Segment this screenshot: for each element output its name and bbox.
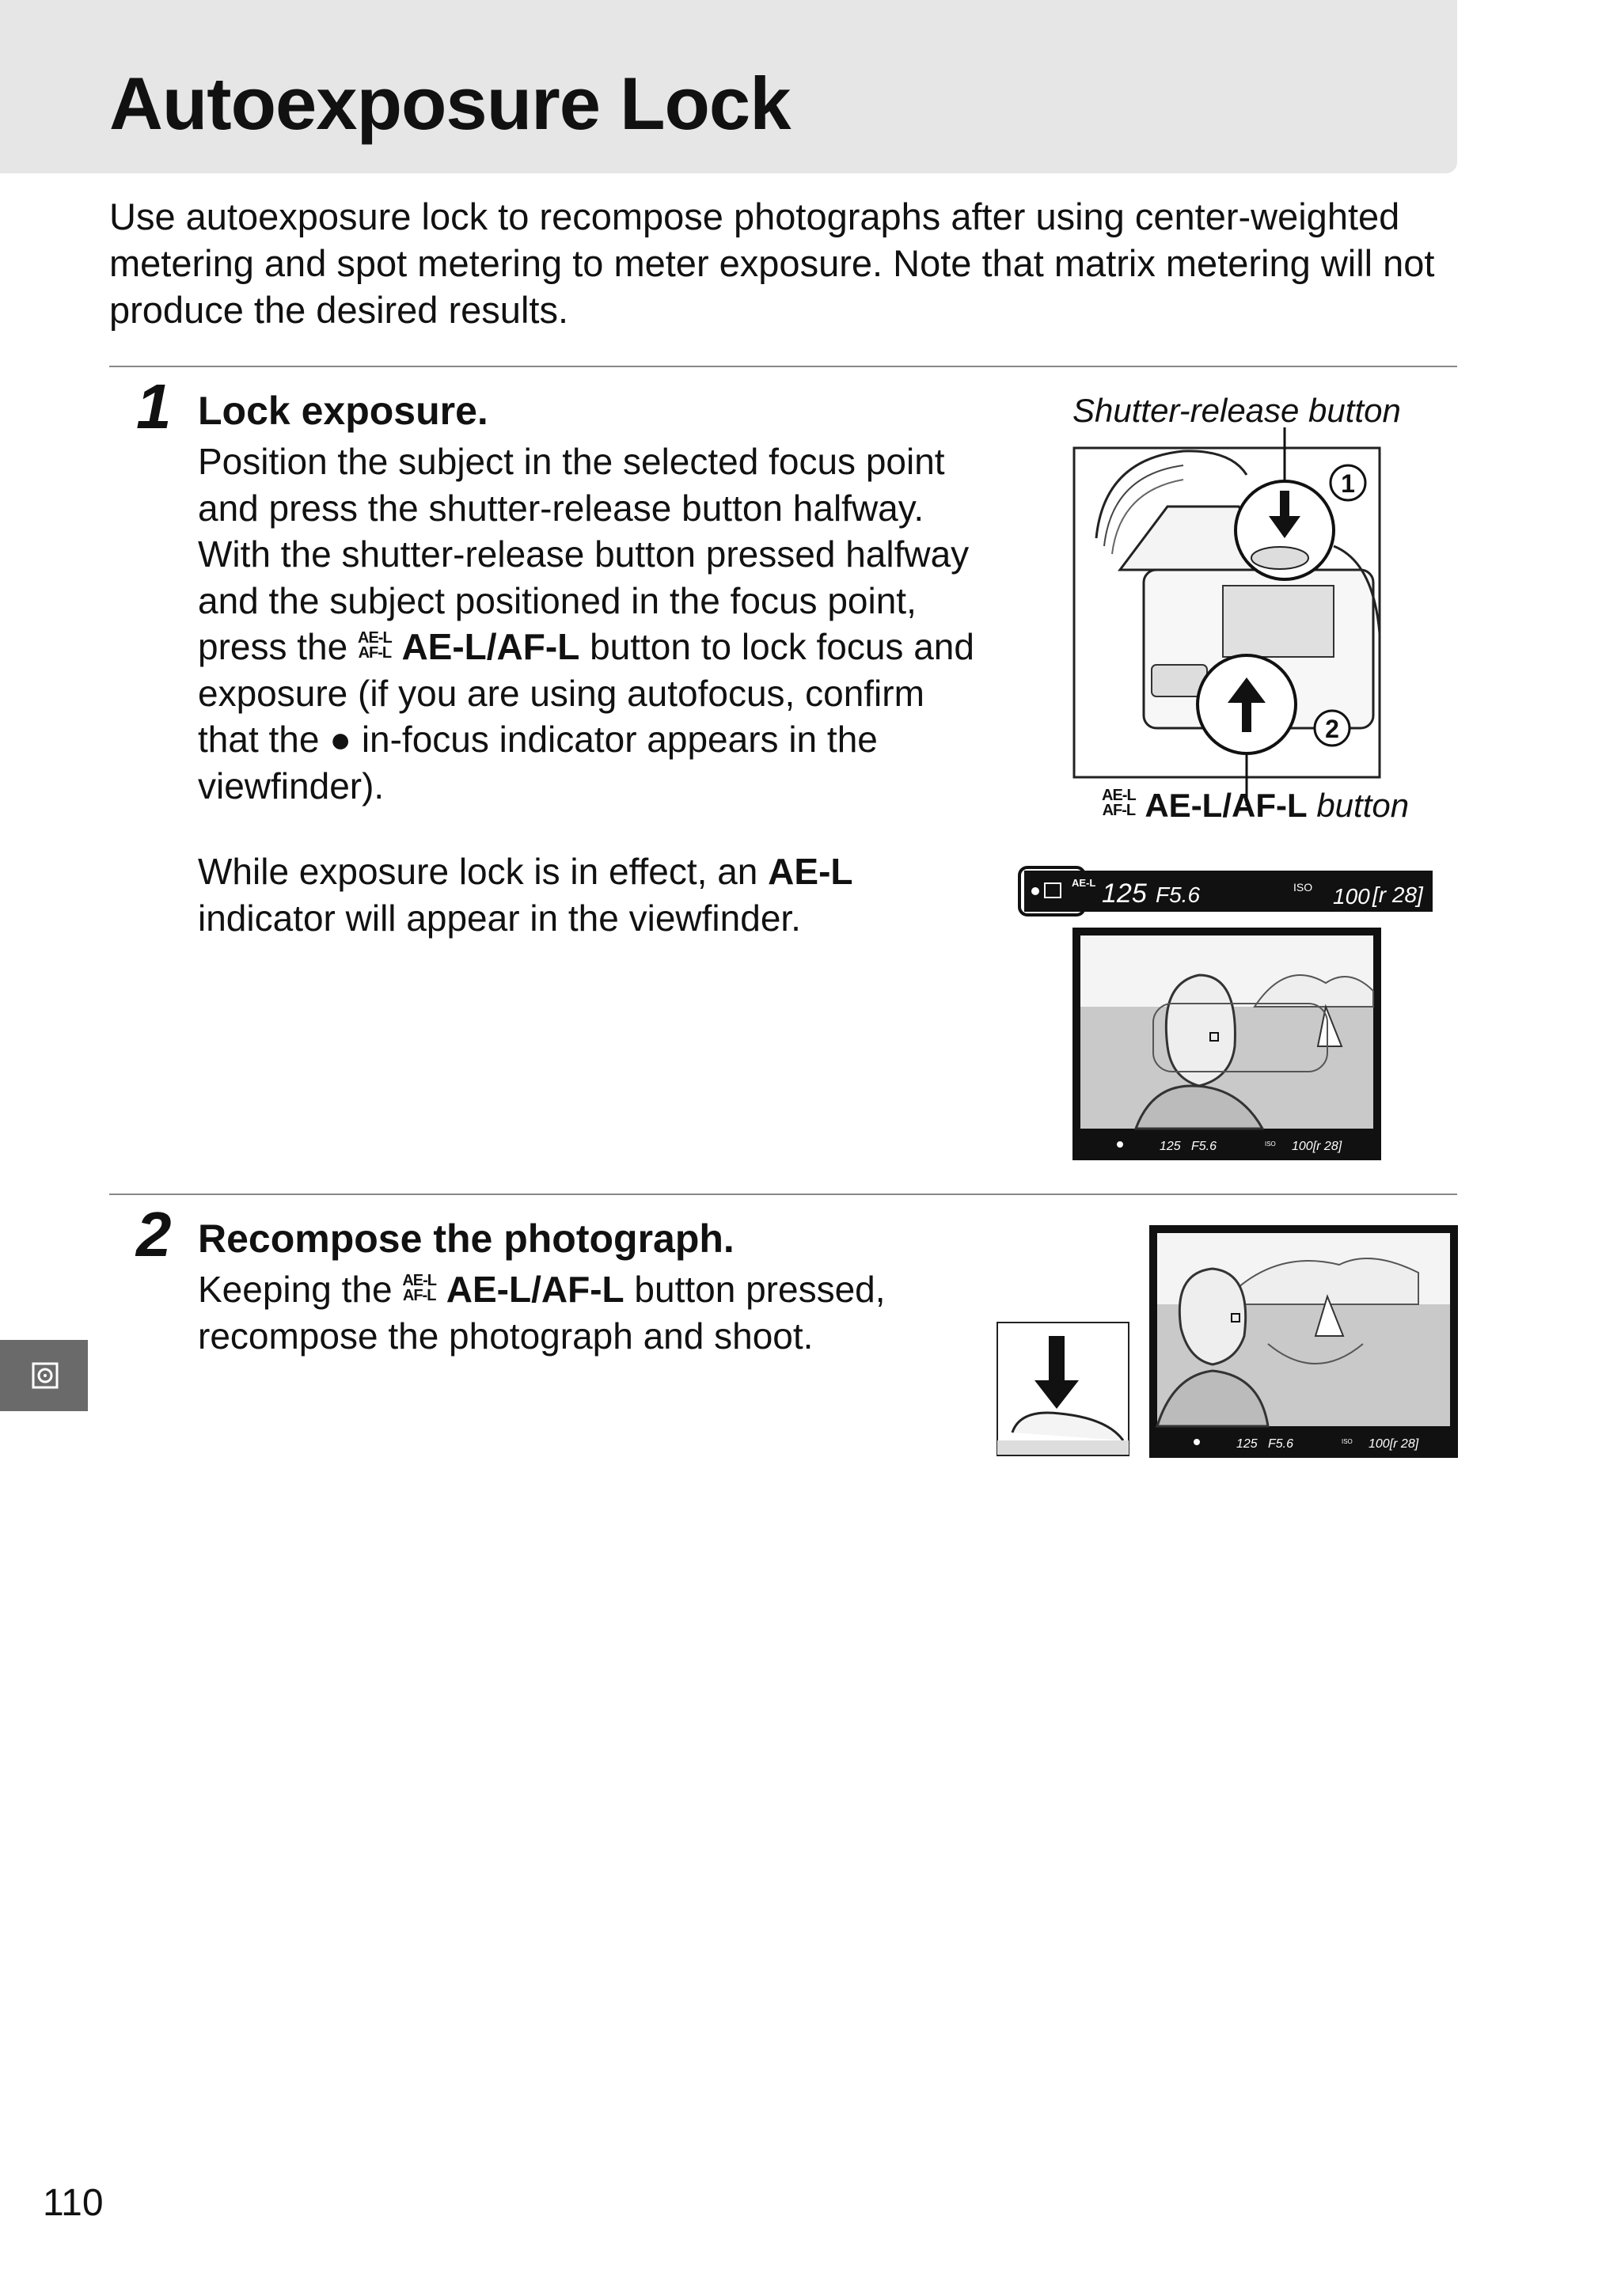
viewfinder-scene-recomposed [1149, 1225, 1458, 1458]
button-name: AE-L/AF-L [446, 1269, 624, 1310]
caption-bold: AE-L/AF-L [1145, 787, 1308, 824]
vf-shutter: 125 [1236, 1437, 1258, 1451]
step-number: 1 [136, 371, 172, 442]
step-number: 2 [136, 1199, 172, 1269]
ae-l-label: AE-L [768, 851, 853, 892]
text-run: button to lock focus and exposure (if you are using autofocus, confirm that the [198, 626, 974, 760]
vf-aperture: F5.6 [1268, 1437, 1294, 1451]
camera-illustration [1072, 427, 1389, 807]
callout-1: 1 [1341, 469, 1355, 498]
metering-icon [0, 1340, 88, 1411]
ae-af-lock-icon: AE-L AF-L [1102, 787, 1136, 819]
step-title: Recompose the photograph. [198, 1216, 735, 1261]
page-number: 110 [43, 2182, 104, 2224]
remaining-count: [r 28] [1372, 882, 1423, 907]
aperture: F5.6 [1156, 882, 1201, 907]
ael-indicator: AE-L [1072, 877, 1096, 889]
shutter-press-illustration [997, 1322, 1129, 1456]
section-divider [109, 366, 1457, 367]
chapter-side-tab [0, 1340, 88, 1411]
ae-af-lock-icon: AE-L AF-L [358, 629, 392, 662]
step-paragraph [198, 848, 981, 941]
text-run: indicator will appear in the viewfinder. [198, 897, 801, 939]
button-name: AE-L/AF-L [401, 626, 580, 667]
vf-shutter: 125 [1160, 1140, 1181, 1153]
figure-caption-aeafl [1102, 788, 1409, 822]
step-paragraph [198, 438, 981, 809]
vf-iso-label: ISO [1265, 1140, 1276, 1148]
shutter-speed: 125 [1102, 879, 1147, 909]
iso-value: 100 [1333, 884, 1370, 909]
in-focus-indicator-icon: ● [329, 719, 352, 760]
text-run: While exposure lock is in effect, an [198, 851, 758, 892]
text-run: in-focus indicator appears in the viewfinder). [198, 719, 878, 806]
step-paragraph [198, 1266, 894, 1359]
text-run: Keeping the [198, 1269, 393, 1310]
ae-af-lock-icon: AE-L AF-L [402, 1272, 436, 1304]
viewfinder-display-strip [1016, 864, 1436, 918]
intro-paragraph: Use autoexposure lock to recompose photographs after using center-weighted metering and spot metering to meter exposure. Note that matrix metering will not produce the desired results. [109, 195, 1435, 331]
iso-label: ISO [1293, 881, 1313, 894]
caption-italic: button [1316, 787, 1410, 824]
vf-aperture: F5.6 [1191, 1140, 1217, 1153]
figure-caption-shutter: Shutter-release button [1072, 392, 1401, 429]
viewfinder-scene-portrait [1072, 928, 1381, 1160]
section-divider [109, 1194, 1457, 1195]
vf-value: 100[r 28] [1369, 1437, 1419, 1451]
vf-value: 100[r 28] [1292, 1140, 1342, 1153]
step-title: Lock exposure. [198, 389, 488, 433]
text-run: button pressed, recompose the photograph and shoot. [198, 1269, 886, 1357]
callout-2: 2 [1325, 715, 1339, 743]
page-title: Autoexposure Lock [109, 62, 791, 145]
vf-iso-label: ISO [1342, 1438, 1353, 1445]
text-run: Position the subject in the selected focus point and press the shutter-release button halfway. With the shutter-release button pressed halfway and the subject positioned in the focus point, press the [198, 441, 970, 667]
